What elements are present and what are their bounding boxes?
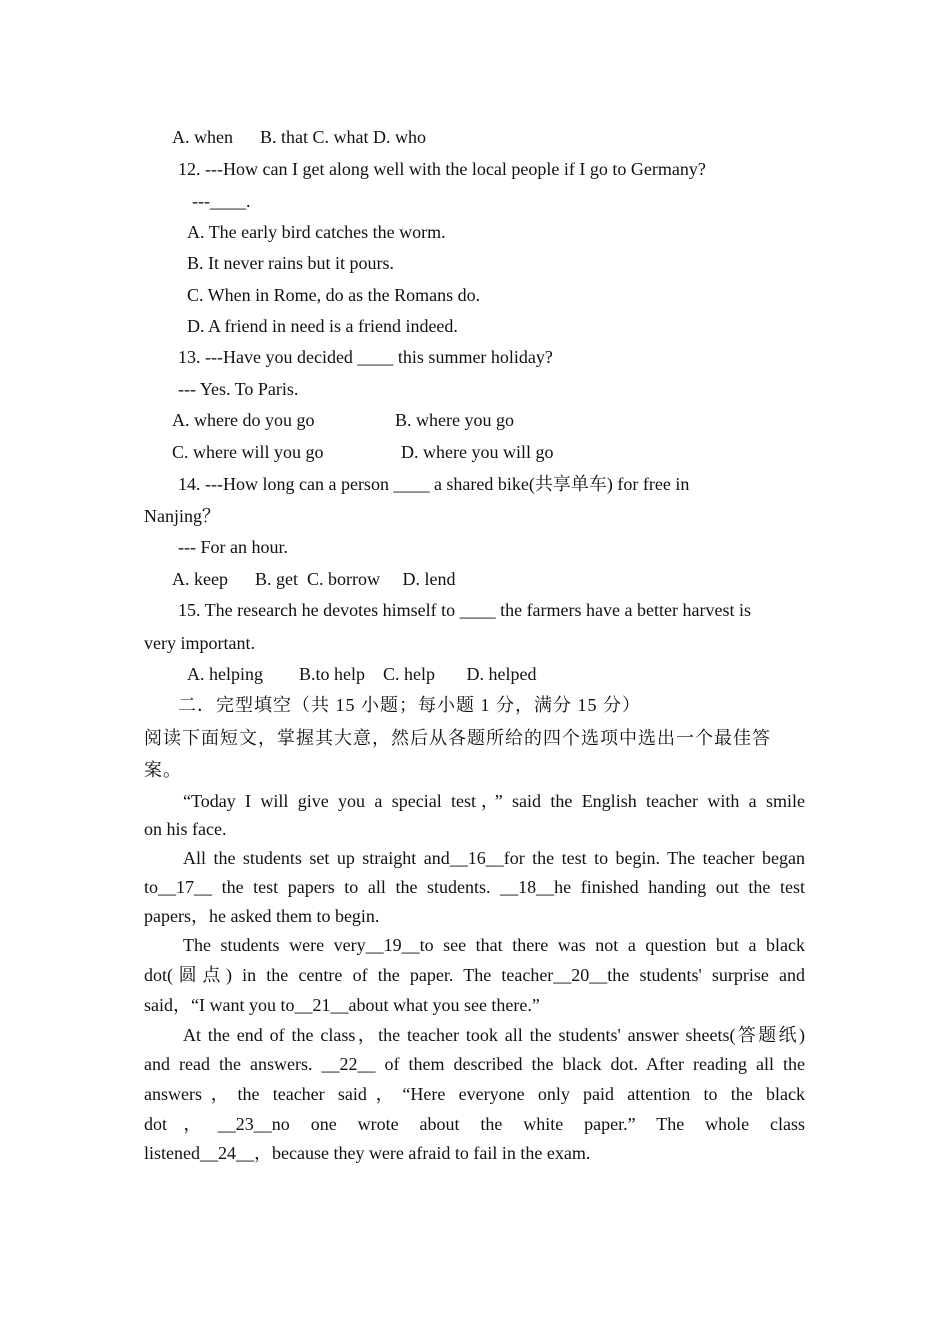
passage-line: on his face. (144, 819, 227, 839)
q13-option-b: B. where you go (395, 410, 514, 430)
q12-stem: 12. ---How can I get along well with the local people if I go to Germany? (178, 159, 706, 179)
passage-line: dot(圆点) in the centre of the paper. The teacher__20__the students' surprise and (144, 965, 805, 985)
q13-stem: 13. ---Have you decided ____ this summer holiday? (178, 347, 553, 367)
section2-heading: 二．完型填空（共 15 小题；每小题 1 分，满分 15 分） (178, 695, 641, 715)
q12-option-c: C. When in Rome, do as the Romans do. (187, 285, 481, 305)
q15-stem-line1: 15. The research he devotes himself to ____ the farmers have a better harvest is (178, 600, 751, 620)
passage-line: and read the answers. __22__ of them described the black dot. After reading all the (144, 1054, 805, 1074)
q15-stem-line2: very important. (144, 633, 255, 653)
q13-option-c: C. where will you go (172, 442, 324, 462)
passage-line: The students were very__19__to see that there was not a question but a black (183, 935, 805, 955)
q14-stem-line1: 14. ---How long can a person ____ a shared bike(共享单车) for free in (178, 474, 690, 494)
q13-option-a: A. where do you go (172, 410, 315, 430)
q13-reply: --- Yes. To Paris. (178, 379, 299, 399)
passage-line: said，“I want you to__21__about what you see there.” (144, 995, 540, 1015)
q12-option-a: A. The early bird catches the worm. (187, 222, 446, 242)
q14-reply: --- For an hour. (178, 537, 288, 557)
q14-options: A. keep B. get C. borrow D. lend (172, 569, 456, 589)
passage-line: to__17__ the test papers to all the students. __18__he finished handing out the test (144, 877, 805, 897)
passage-line: At the end of the class，the teacher took all the students' answer sheets(答题纸) (183, 1025, 805, 1045)
passage-line: dot，__23__no one wrote about the white paper.” The whole class (144, 1114, 805, 1134)
passage-line: listened__24__，because they were afraid to fail in the exam. (144, 1143, 591, 1163)
passage-line: answers，the teacher said，“Here everyone only paid attention to the black (144, 1084, 805, 1104)
q15-options: A. helping B.to help C. help D. helped (187, 664, 537, 684)
section2-instruction-line1: 阅读下面短文，掌握其大意，然后从各题所给的四个选项中选出一个最佳答 (144, 728, 771, 748)
q14-stem-line2: Nanjing？ (144, 506, 220, 526)
q12-option-b: B. It never rains but it pours. (187, 253, 394, 273)
q12-option-d: D. A friend in need is a friend indeed. (187, 316, 458, 336)
passage-line: papers，he asked them to begin. (144, 906, 380, 926)
passage-line: All the students set up straight and__16__for the test to begin. The teacher began (183, 848, 805, 868)
q13-option-d: D. where you will go (401, 442, 554, 462)
q11-options: A. when B. that C. what D. who (172, 127, 426, 147)
passage-line: “Today I will give you a special test，” said the English teacher with a smile (183, 791, 805, 811)
q12-reply: ---____. (192, 191, 251, 211)
section2-instruction-line2: 案。 (144, 760, 182, 780)
